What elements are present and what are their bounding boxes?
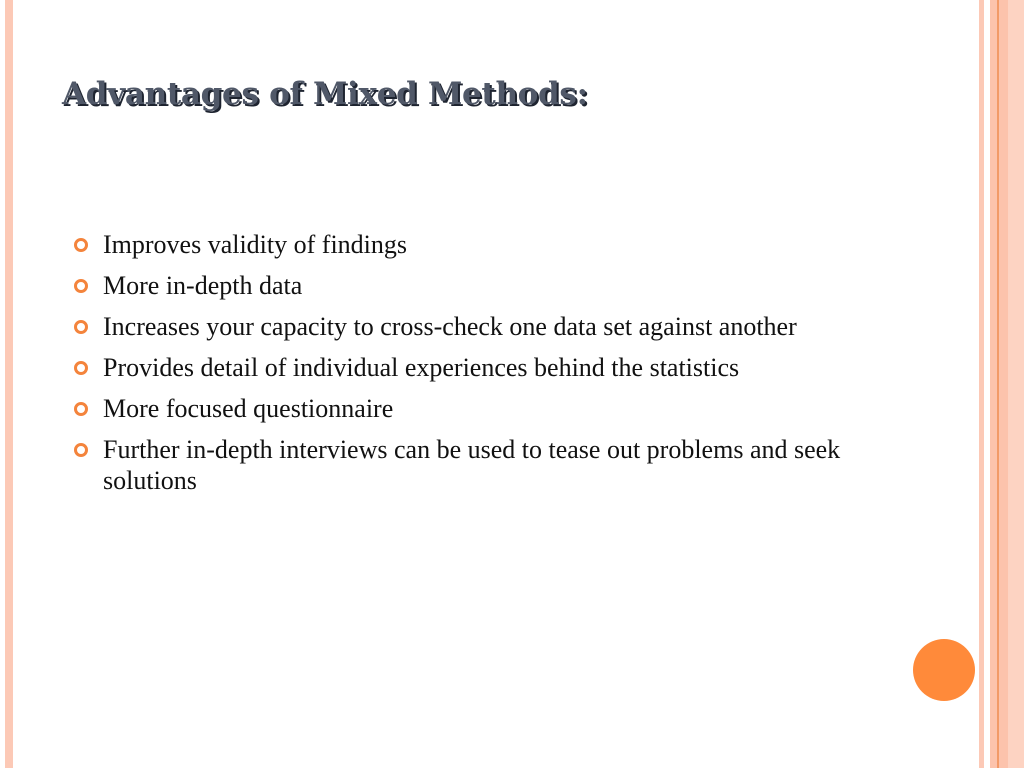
bullet-item: [66, 393, 866, 424]
accent-circle-icon: [913, 639, 975, 701]
right-border-line: [997, 0, 999, 768]
slide-title: Advantages of Mixed Methods:: [62, 76, 588, 112]
bullet-list: [66, 229, 866, 506]
right-border-thin-stripe: [979, 0, 984, 768]
left-border-stripe: [5, 0, 13, 768]
bullet-item: [66, 311, 848, 342]
bullet-text: Increases your capacity to cross-check one data set against another: [103, 312, 797, 341]
ring-bullet-icon: [74, 443, 88, 457]
ring-bullet-icon: [74, 402, 88, 416]
bullet-item: [66, 352, 868, 383]
ring-bullet-icon: [74, 238, 88, 252]
bullet-text: More focused questionnaire: [103, 394, 394, 423]
ring-bullet-icon: [74, 320, 88, 334]
bullet-item: [66, 434, 878, 496]
ring-bullet-icon: [74, 279, 88, 293]
bullet-text: Improves validity of findings: [103, 230, 408, 259]
bullet-item: [66, 229, 563, 260]
bullet-text: More in-depth data: [103, 271, 303, 300]
right-border-band-inner: [990, 0, 1008, 768]
bullet-text: Further in-depth interviews can be used to tease out problems and seek solutions: [103, 435, 841, 495]
ring-bullet-icon: [74, 361, 88, 375]
bullet-text: Provides detail of individual experiences behind the statistics: [103, 353, 740, 382]
bullet-item: [66, 270, 866, 301]
